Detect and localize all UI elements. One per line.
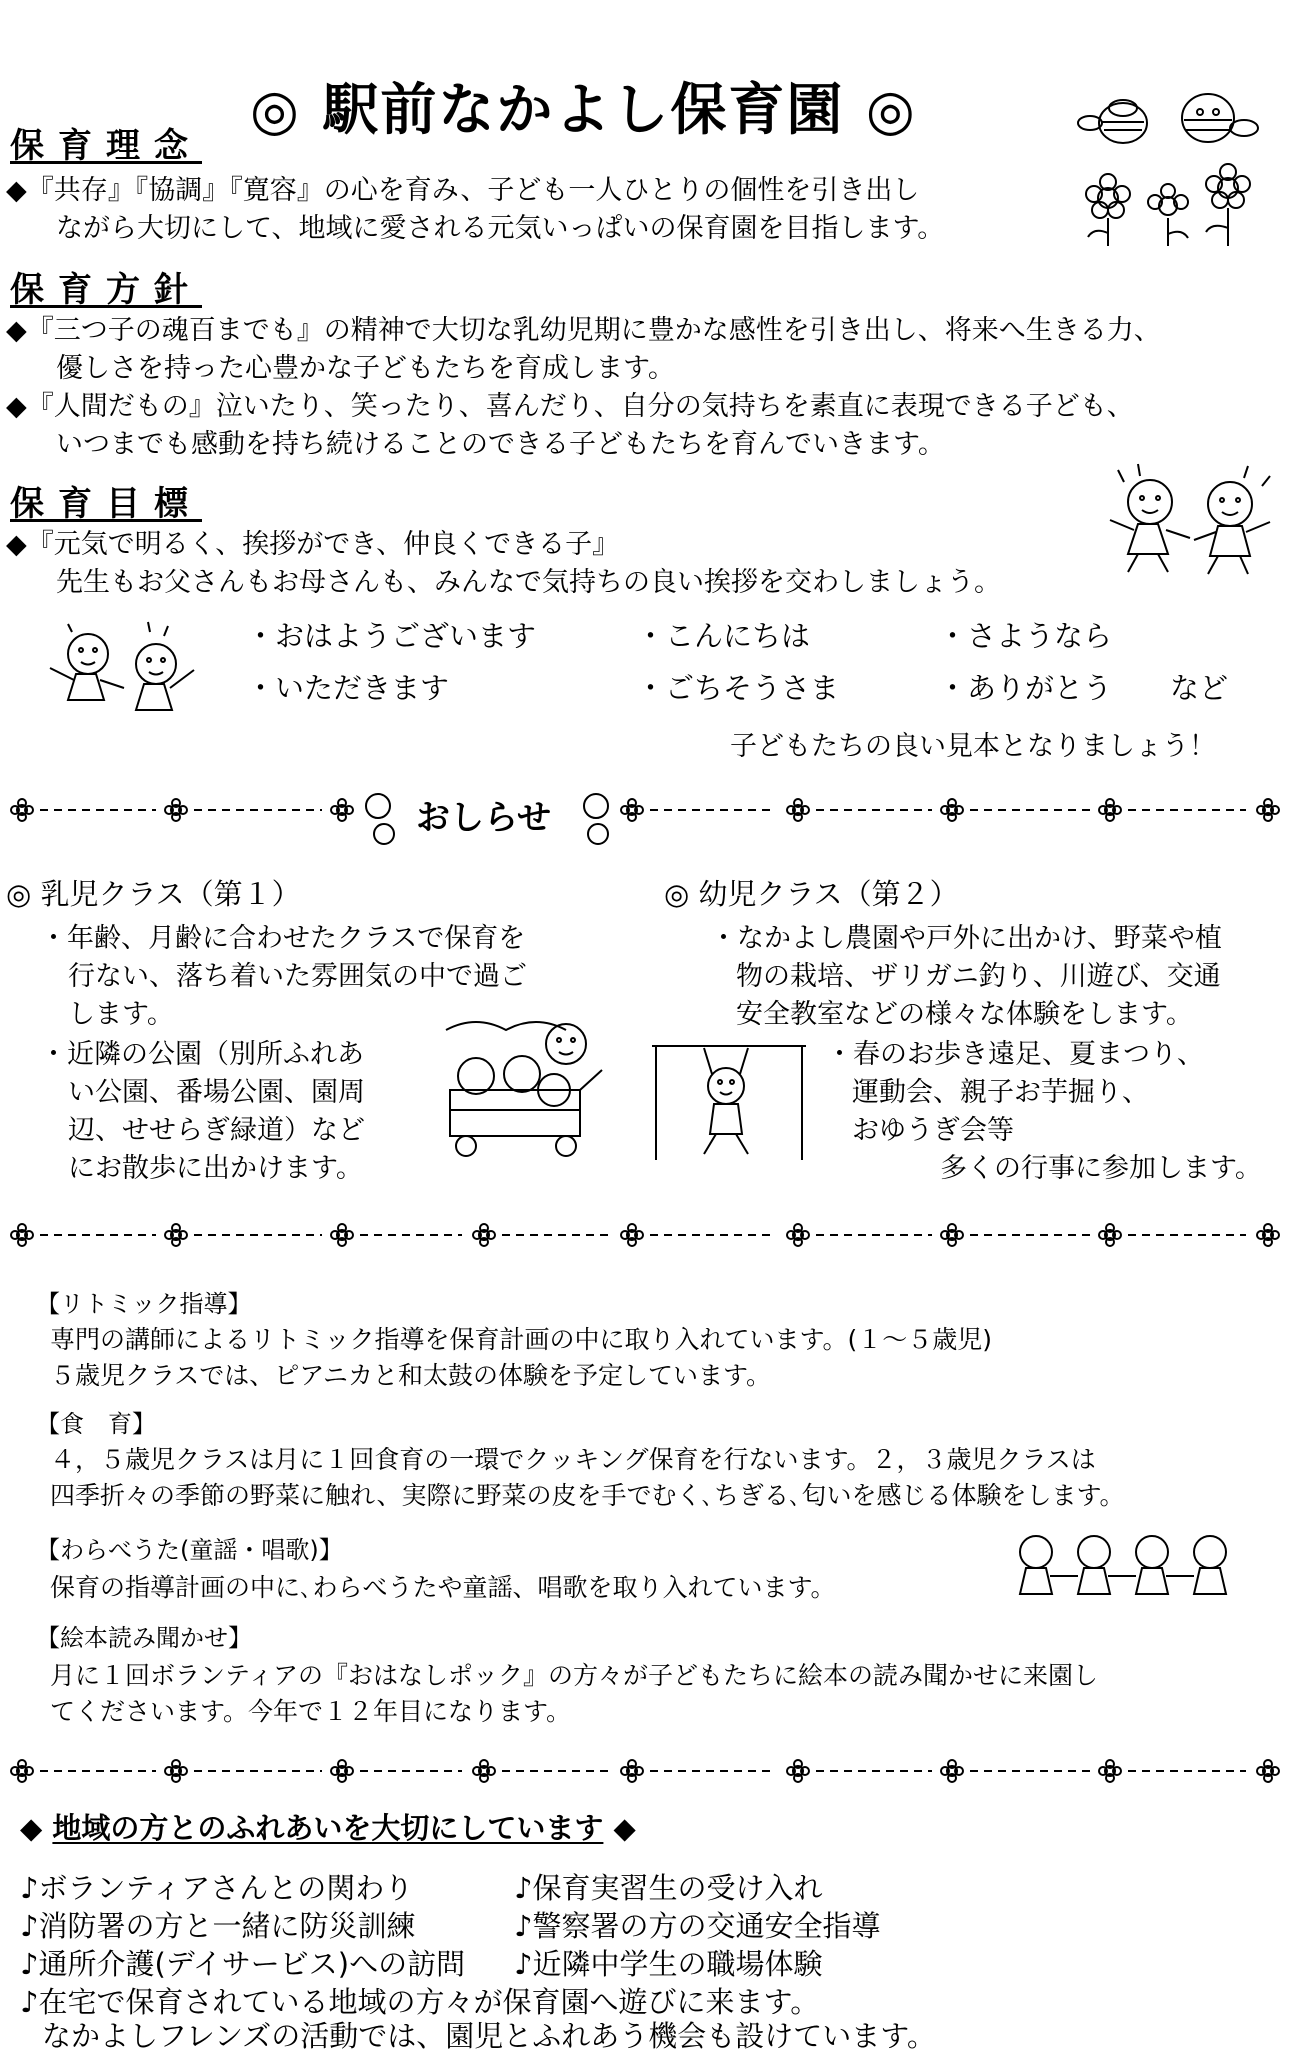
greeting-gochisousama: ・ごちそうさま (636, 671, 840, 705)
greeting-good-morning: ・おはようございます (246, 619, 537, 653)
greeting-thank-you: ・ありがとう など (938, 671, 1229, 705)
goals-line-2: 先生もお父さんもお母さんも、みんなで気持ちの良い挨拶を交わしましょう。 (56, 567, 1001, 598)
notice-label: おしらせ (416, 798, 551, 838)
infant-class-line-4: ・近隣の公園（別所ふれあ (40, 1039, 364, 1070)
greeting-itadakimasu: ・いただきます (246, 671, 450, 705)
picture-book-line-1: 月に１回ボランティアの『おはなしポック』の方々が子どもたちに絵本の読み聞かせに来園し (50, 1661, 1099, 1690)
rhythmic-heading: 【リトミック指導】 (36, 1290, 252, 1318)
diamond-icon: ◆ (603, 1811, 636, 1845)
goals-heading: 保育目標 (10, 484, 202, 524)
section-divider (6, 1220, 1292, 1250)
policy-heading: 保育方針 (10, 270, 202, 310)
philosophy-line-1: ◆『共存』『協調』『寛容』の心を育み、子ども一人ひとりの個性を引き出し (6, 175, 920, 206)
picture-book-heading: 【絵本読み聞かせ】 (36, 1624, 252, 1652)
wagon-children-illustration (426, 1010, 616, 1160)
community-item-volunteer: ♪ボランティアさんとの関わり (20, 1871, 414, 1905)
page-title: ◎ 駅前なかよし保育園 ◎ (250, 78, 917, 143)
policy-line-3: ◆『人間だもの』泣いたり、笑ったり、喜んだり、自分の気持ちを素直に表現できる子ども、 (6, 391, 1134, 422)
community-item-work-experience: ♪近隣中学生の職場体験 (514, 1947, 823, 1981)
picture-book-line-2: てくださいます。今年で１２年目になります。 (50, 1697, 572, 1726)
community-last-line-1: ♪在宅で保育されている地域の方々が保育園へ遊びに来ます。 (20, 1985, 820, 2019)
policy-line-2: 優しさを持った心豊かな子どもたちを育成します。 (56, 353, 675, 384)
bee-flower-illustration (1068, 78, 1268, 248)
philosophy-line-2: ながら大切にして、地域に愛される元気いっぱいの保育園を目指します。 (56, 213, 945, 244)
community-heading: 地域の方とのふれあいを大切にしています (52, 1811, 604, 1845)
policy-line-4: いつまでも感動を持ち続けることのできる子どもたちを育んでいきます。 (56, 429, 945, 460)
toddler-class-line-1: ・なかよし農園や戸外に出かけ、野菜や植 (710, 923, 1222, 954)
community-heading-row (20, 1806, 636, 1847)
community-item-traffic-safety: ♪警察署の方の交通安全指導 (514, 1909, 881, 1943)
food-education-line-2: 四季折々の季節の野菜に触れ、実際に野菜の皮を手でむく､ちぎる､匂いを感じる体験をします。 (50, 1481, 1125, 1510)
infant-class-heading: ◎ 乳児クラス（第１） (6, 877, 301, 911)
infant-class-line-5: い公園、番場公園、園周 (68, 1077, 365, 1108)
goals-closing: 子どもたちの良い見本となりましょう！ (730, 731, 1216, 762)
food-education-line-1: ４，５歳児クラスは月に１回食育の一環でクッキング保育を行ないます。２，３歳児クラスは (50, 1445, 1096, 1474)
infant-class-line-1: ・年齢、月齢に合わせたクラスで保育を (40, 923, 526, 954)
infant-class-line-6: 辺、せせらぎ緑道）など (68, 1115, 365, 1146)
toddler-class-line-4: ・春のお歩き遠足、夏まつり、 (826, 1039, 1204, 1070)
infant-class-line-3: します。 (68, 999, 174, 1030)
community-item-trainee: ♪保育実習生の受け入れ (514, 1871, 823, 1905)
rhythmic-line-1: 専門の講師によるリトミック指導を保育計画の中に取り入れています。(１～５歳児) (50, 1325, 993, 1354)
toddler-class-line-6: おゆうぎ会等 (852, 1115, 1014, 1146)
toddler-class-line-3: 安全教室などの様々な体験をします。 (736, 999, 1193, 1030)
diamond-icon: ◆ (20, 1811, 53, 1845)
toddler-class-heading: ◎ 幼児クラス（第２） (664, 877, 959, 911)
toddler-class-line-7: 多くの行事に参加します。 (940, 1153, 1262, 1184)
greeting-hello: ・こんにちは (636, 619, 811, 653)
philosophy-heading: 保育理念 (10, 126, 202, 166)
dancing-children-illustration (1098, 460, 1288, 580)
infant-class-line-7: にお散歩に出かけます。 (68, 1153, 363, 1184)
rhythmic-line-2: ５歳児クラスでは、ピアニカと和太鼓の体験を予定しています。 (50, 1361, 772, 1390)
community-last-line-2: なかよしフレンズの活動では、園児とふれあう機会も設けています。 (42, 2019, 936, 2053)
section-divider-bottom (6, 1756, 1292, 1786)
community-item-day-service: ♪通所介護(デイサービス)への訪問 (20, 1947, 466, 1981)
warabeuta-heading: 【わらべうた(童謡・唱歌)】 (36, 1536, 343, 1564)
infant-class-line-2: 行ない、落ち着いた雰囲気の中で過ご (68, 961, 527, 992)
policy-line-1: ◆『三つ子の魂百までも』の精神で大切な乳幼児期に豊かな感性を引き出し、将来へ生きる力、 (6, 315, 1161, 346)
toddler-class-line-2: 物の栽培、ザリガニ釣り、川遊び、交通 (736, 961, 1221, 992)
food-education-heading: 【食 育】 (36, 1410, 156, 1438)
warabeuta-line-1: 保育の指導計画の中に､わらべうたや童謡、唱歌を取り入れています。 (50, 1573, 836, 1602)
notice-divider (6, 792, 1292, 852)
horizontal-bar-child-illustration (644, 1034, 814, 1164)
toddler-class-line-5: 運動会、親子お芋掘り、 (852, 1077, 1149, 1108)
community-item-fire-drill: ♪消防署の方と一緒に防災訓練 (20, 1909, 416, 1943)
children-holding-hands-illustration (1006, 1528, 1246, 1608)
goals-line-1: ◆『元気で明るく、挨拶ができ、仲良くできる子』 (6, 529, 620, 560)
waving-children-illustration (38, 618, 208, 718)
greeting-goodbye: ・さようなら (938, 619, 1113, 653)
